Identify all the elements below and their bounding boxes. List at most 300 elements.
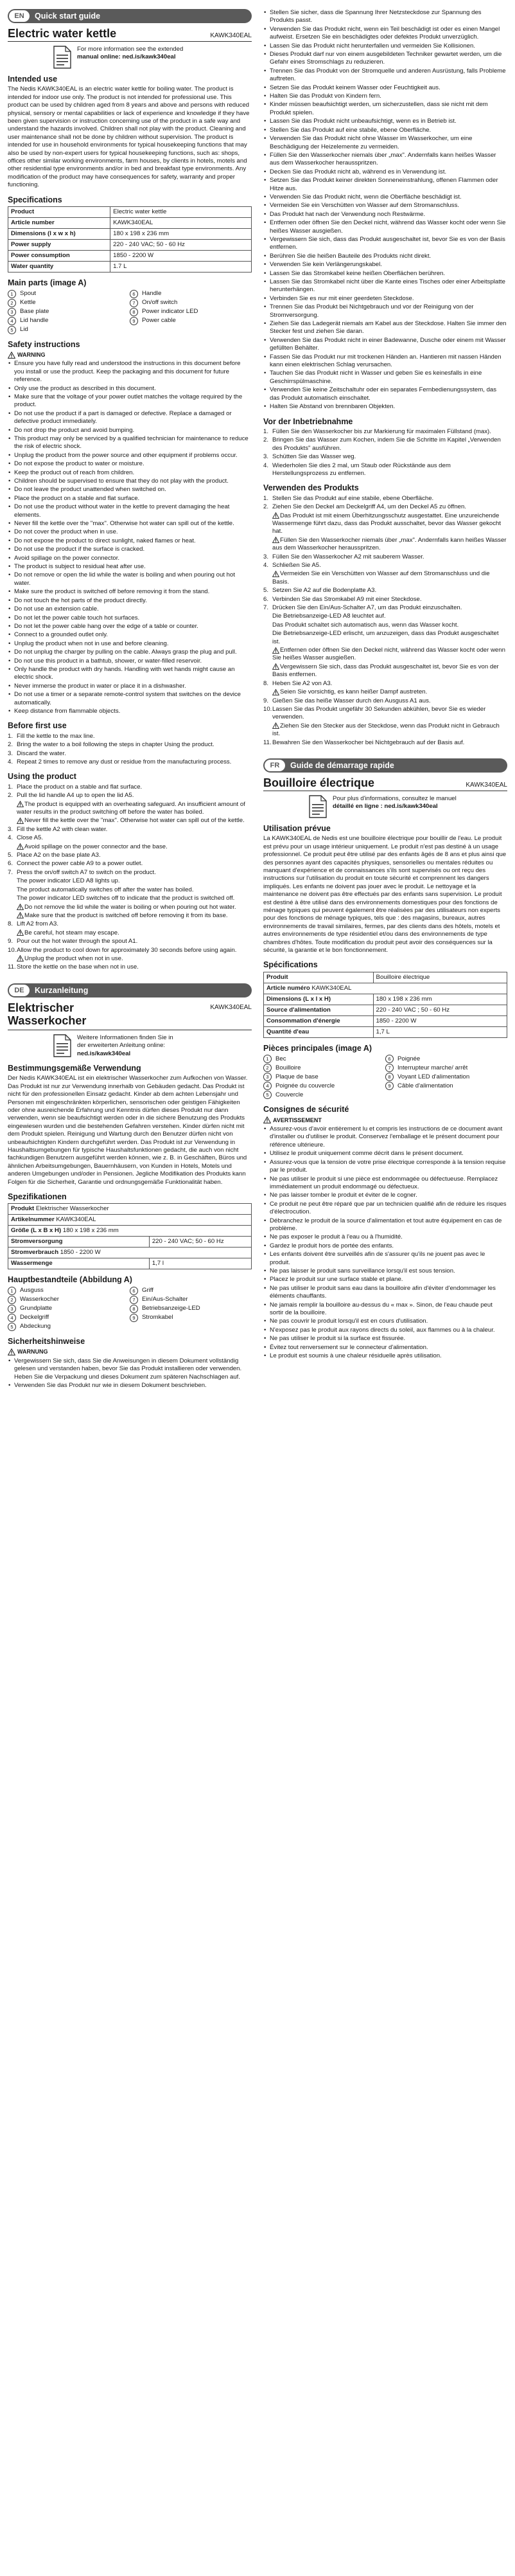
part-label: Base plate (20, 307, 49, 315)
de-parts-heading: Hauptbestandteile (Abbildung A) (8, 1275, 132, 1285)
fr-safety-heading: Consignes de sécurité (263, 1105, 349, 1114)
en-info-row (8, 46, 252, 69)
right-column (263, 9, 507, 2576)
list-item: • Only use the product as described in this document. (8, 385, 252, 393)
fr-title-row (263, 776, 507, 791)
list-item: • Keep the product out of reach from children. (8, 469, 252, 477)
de-safety-list-cont (263, 9, 507, 411)
part-label: Bouilloire (275, 1064, 301, 1071)
spec-key (8, 1215, 252, 1226)
table-row (8, 207, 252, 218)
table-row (8, 262, 252, 273)
list-item: • Dieses Produkt darf nur von einem ausgebildeten Techniker gewartet werden, um die Gefahr eines Stromschlags zu reduzieren. (263, 51, 507, 67)
list-item: 4. Repeat 2 times to remove any dust or residue from the manufacturing process. (8, 758, 232, 765)
warning-icon (8, 1348, 15, 1355)
step-text: Close A5. (17, 834, 44, 842)
list-item: 2. Bring the water to a boil following the steps in chapter Using the product. (8, 741, 214, 749)
list-item: • Assurez-vous que la tension de votre prise électrique corresponde à la tension requise par le produit. (263, 1159, 507, 1175)
part-label: Griff (142, 1287, 153, 1294)
part-label: Betriebsanzeige-LED (142, 1305, 200, 1312)
step-text: Store the kettle on the base when not in use. (17, 963, 139, 971)
spec-key (264, 983, 507, 994)
list-item: 6. Connect the power cable A9 to a power outlet. (8, 860, 143, 868)
en-model-number: KAWK340EAL (210, 31, 252, 39)
step-text: Never fill the kettle over the "max". Otherwise hot water can spill out of the kettle. (24, 817, 245, 825)
fr-info-line: Pour plus d'informations, consultez le manuel (333, 794, 457, 802)
part-label: Voyant LED d'alimentation (397, 1073, 470, 1080)
step-text: Bring the water to a boil following the steps in chapter Using the product. (17, 741, 214, 749)
list-item: • Assurez-vous d'avoir entièrement lu et compris les instructions de ce document avant d'installer ou d'utiliser le produit. Conservez l'emballage et le présent document pour référence ultérieure. (263, 1125, 507, 1149)
part-label: On/off switch (142, 298, 178, 306)
list-item: 4. Schließen Sie A5. (263, 562, 321, 569)
list-item: • Halten Sie das Produkt von Kindern fern. (263, 93, 507, 100)
part-label: Ausguss (20, 1287, 44, 1294)
step-text: The product automatically switches off after the water has boiled. (17, 886, 194, 893)
de-info-line: Weitere Informationen finden Sie in (77, 1033, 173, 1041)
list-item: • Kinder müssen beaufsichtigt werden, um sicherzustellen, dass sie nicht mit dem Produkt spielen. (263, 101, 507, 117)
list-item: • The product is subject to residual heat after use. (8, 563, 252, 571)
part-label: Power indicator LED (142, 307, 198, 315)
list-item (263, 630, 507, 646)
list-item: • Lassen Sie das Produkt nicht unbeaufsichtigt, wenn es in Betrieb ist. (263, 118, 507, 125)
part-number: 4 (263, 1082, 272, 1090)
list-item: 3. Discard the water. (8, 749, 66, 757)
list-item (263, 512, 507, 536)
title-line: Elektrischer (8, 1001, 74, 1014)
fr-lang-badge: FR (265, 760, 285, 771)
step-text: Die Betriebsanzeige-LED A8 leuchtet auf. (272, 613, 386, 620)
list-item (8, 308, 130, 316)
part-number: 5 (8, 1323, 16, 1331)
list-item: • Never immerse the product in water or place it in a dishwasher. (8, 683, 252, 690)
list-item (8, 299, 130, 307)
list-item (130, 290, 252, 298)
list-item: • Do not expose the product to water or moisture. (8, 460, 252, 468)
list-item: • Verwenden Sie das Produkt nur wie in diesem Dokument beschrieben. (8, 1382, 252, 1390)
part-label: Deckelgriff (20, 1314, 49, 1321)
list-item (8, 1296, 130, 1304)
spec-key-text: Größe (L x B x H) (11, 1227, 62, 1235)
list-item (263, 1055, 385, 1063)
warning-icon (17, 801, 24, 807)
step-text: Pour out the hot water through the spout A1. (17, 938, 138, 945)
list-item (385, 1055, 507, 1063)
list-item: 1. Place the product on a stable and flat surface. (8, 783, 143, 791)
part-number: 4 (8, 1314, 16, 1322)
list-item: • Ce produit ne peut être réparé que par un technicien qualifié afin de réduire les risques d'électrocution. (263, 1201, 507, 1217)
list-item (8, 929, 252, 937)
spec-key: Produit (264, 972, 374, 983)
list-item (8, 1287, 130, 1295)
spec-key: Consommation d'énergie (264, 1015, 374, 1026)
part-number: 1 (8, 1287, 16, 1295)
part-number: 8 (130, 308, 138, 316)
part-number: 6 (130, 290, 138, 298)
en-safety-list (8, 360, 252, 715)
part-number: 3 (263, 1073, 272, 1081)
step-text: Das Produkt ist mit einem Überhitzungsschutz ausgestattet. Eine unzureichende Wassermenge führt dazu, dass das Produkt ausschaltet, bevor das Wasser gekocht hat. (272, 512, 502, 535)
list-item: • Do not use this product in a bathtub, shower, or water-filled reservoir. (8, 657, 252, 665)
list-item (8, 317, 130, 325)
list-item: • Verwenden Sie das Produkt nicht, wenn die Oberfläche beschädigt ist. (263, 193, 507, 201)
step-text: Schütten Sie das Wasser weg. (272, 453, 356, 461)
list-item: • Verwenden Sie keine Zeitschaltuhr oder ein separates Fernbedienungssystem, das das Produkt automatisch einschaltet. (263, 386, 507, 402)
list-item: • Ne pas couvrir le produit lorsqu'il est en cours d'utilisation. (263, 1318, 507, 1325)
de-spec-table (8, 1203, 252, 1269)
de-before-list (263, 428, 507, 478)
table-row (8, 251, 252, 262)
part-number: 6 (385, 1055, 394, 1063)
step-text: Bringen Sie das Wasser zum Kochen, indem Sie die Schritte im Kapitel „Verwenden des Produkts" ausführen. (272, 436, 501, 452)
list-item (263, 688, 507, 696)
list-item: 1. Fill the kettle to the max line. (8, 732, 95, 740)
table-row (8, 1204, 252, 1215)
table-row (8, 240, 252, 251)
part-label: Spout (20, 289, 37, 297)
spec-key: Product (8, 207, 110, 218)
list-item: • Das Produkt hat nach der Verwendung noch Restwärme. (263, 211, 507, 219)
list-item: 8. Heben Sie A2 von A3. (263, 679, 333, 687)
list-item: • Débranchez le produit de la source d'alimentation et tout autre équipement en cas de problème. (263, 1217, 507, 1233)
step-text: The product is equipped with an overheating safeguard. An insufficient amount of water results in the product switching off before the water has boiled. (17, 800, 245, 816)
fr-safety-list (263, 1125, 507, 1360)
part-number: 3 (8, 1305, 16, 1313)
en-warning-label (8, 351, 252, 359)
step-text: Vermeiden Sie ein Verschütten von Wasser auf dem Stromanschluss und die Basis. (272, 570, 490, 586)
spec-key: Source d'alimentation (264, 1005, 374, 1015)
list-item (263, 663, 507, 679)
de-using-list (263, 495, 507, 747)
part-number: 9 (130, 317, 138, 325)
document-icon (308, 795, 327, 818)
part-label: Interrupteur marche/ arrêt (397, 1064, 468, 1071)
warning-icon (272, 689, 279, 695)
list-item (8, 1305, 130, 1313)
de-before-heading: Vor der Inbetriebnahme (263, 416, 353, 426)
de-intended-heading: Bestimmungsgemäße Verwendung (8, 1063, 141, 1073)
en-parts-heading: Main parts (image A) (8, 278, 87, 288)
spec-key (8, 1226, 252, 1237)
de-spec-heading: Spezifikationen (8, 1192, 67, 1202)
spec-key: Dimensions (l x w x h) (8, 229, 110, 240)
list-item (130, 1314, 252, 1322)
list-item: • Ne pas utiliser le produit sans eau dans la bouilloire afin d'éviter d'endommager les éléments chauffants. (263, 1285, 507, 1301)
part-number: 5 (8, 326, 16, 334)
step-text: Setzen Sie A2 auf die Bodenplatte A3. (272, 587, 377, 595)
part-number: 1 (8, 290, 16, 298)
spec-value: 1,7 L (373, 1026, 507, 1037)
list-item: • Do not touch the hot parts of the product directly. (8, 597, 252, 605)
part-label: Ein/Aus-Schalter (142, 1296, 188, 1303)
en-intended-heading: Intended use (8, 75, 58, 84)
step-text: Press the on/off switch A7 to switch on the product. (17, 868, 156, 876)
list-item: • Verwenden Sie kein Verlängerungskabel. (263, 261, 507, 269)
part-number: 3 (8, 308, 16, 316)
spec-key: Wassermenge (8, 1258, 150, 1269)
warning-icon (17, 843, 24, 850)
list-item (8, 895, 252, 902)
document-icon (53, 46, 72, 69)
spec-key: Dimensions (L x l x H) (264, 994, 374, 1005)
list-item: 2. Pull the lid handle A4 up to open the lid A5. (8, 792, 134, 800)
document-icon (53, 1034, 72, 1057)
spec-key: Power supply (8, 240, 110, 251)
list-item: 10. Lassen Sie das Produkt ungefähr 30 Sekunden abkühlen, bevor Sie es wieder verwenden. (263, 706, 507, 722)
list-item: • Setzen Sie das Produkt keinem Wasser oder Feuchtigkeit aus. (263, 84, 507, 92)
spec-value: 220 - 240 VAC ; 50 - 60 Hz (373, 1005, 507, 1015)
part-label: Câble d'alimentation (397, 1082, 453, 1089)
list-item: • Lassen Sie das Stromkabel keine heißen Oberflächen berühren. (263, 270, 507, 278)
step-text: Connect the power cable A9 to a power outlet. (17, 860, 143, 868)
list-item: • This product may only be serviced by a qualified technician for maintenance to reduce the risk of electric shock. (8, 435, 252, 451)
de-info-line: der erweiterten Anleitung online: (77, 1042, 166, 1050)
list-item: 2. Bringen Sie das Wasser zum Kochen, indem Sie die Schritte im Kapitel „Verwenden des Produkts" ausführen. (263, 436, 507, 452)
en-section-header (8, 9, 252, 23)
part-number: 2 (263, 1064, 272, 1072)
en-intended-text: The Nedis KAWK340EAL is an electric water kettle for boiling water. The product is intended for indoor use only. The product is not intended for professional use. This product can be used by children aged from 8 years and above and persons with reduced physical, sensory or mental capabilities or lack of experience and knowledge if they have been given supervision or instruction concerning use of the product in a safe way and understand the hazards involved. Children shall not play with the product. Cleaning and user maintenance shall not be done by children without supervision. The product is intended for use in household environments for typical housekeeping functions that may also be used by non-expert users for typical housekeeping functions, such as: shops, offices other similar working environments, farm houses, by clients in hotels, motels and other residential type environments and/or in bed and breakfast type environments. Any modification of the product may have consequences for safety, warranty and proper functioning. (8, 85, 250, 189)
part-number: 5 (263, 1091, 272, 1099)
warning-icon (17, 955, 24, 962)
spec-value: 1850 - 2200 W (60, 1249, 101, 1257)
en-using-list (8, 783, 252, 972)
list-item: • Berühren Sie die heißen Bauteile des Produkts nicht direkt. (263, 253, 507, 260)
step-text: Vergewissern Sie sich, dass das Produkt ausgeschaltet ist, bevor Sie es von der Basis entfernen. (272, 663, 499, 679)
step-text: Das Produkt schaltet sich automatisch aus, wenn das Wasser kocht. (272, 621, 459, 629)
list-item (8, 904, 252, 911)
table-row (8, 1248, 252, 1258)
en-lang-badge: EN (9, 10, 30, 22)
de-safety-list-start (8, 1357, 252, 1390)
en-info-line: For more information see the extended (77, 46, 184, 53)
en-before-heading: Before first use (8, 721, 67, 731)
spec-value: 180 x 198 x 236 mm (62, 1227, 119, 1235)
list-item: • Halten Sie Abstand von brennbaren Objekten. (263, 403, 507, 411)
spec-key-text: Article numéro (266, 984, 310, 992)
list-item: • Verwenden Sie das Produkt nicht in einer Badewanne, Dusche oder einem mit Wasser gefüllten Behälter. (263, 337, 507, 353)
list-item (8, 801, 252, 817)
fr-intended-heading: Utilisation prévue (263, 823, 331, 833)
part-label: Handle (142, 289, 162, 297)
list-item (263, 1082, 385, 1090)
part-number: 1 (263, 1055, 272, 1063)
list-item: • Avoid spillage on the power connector. (8, 555, 252, 562)
left-column (8, 9, 252, 2576)
list-item: • Verwenden Sie das Produkt nicht ohne Wasser im Wasserkocher, um eine Beschädigung der Heizelemente zu vermeiden. (263, 135, 507, 151)
spec-key: Power consumption (8, 251, 110, 262)
spec-value: KAWK340EAL (311, 984, 352, 992)
spec-value: 1,7 l (149, 1258, 251, 1269)
part-number: 2 (8, 299, 16, 307)
spec-value: KAWK340EAL (110, 218, 252, 229)
warning-icon (272, 571, 279, 577)
list-item: • Lassen Sie das Stromkabel nicht über die Kante eines Tisches oder einer Arbeitsplatte herunterhängen. (263, 278, 507, 294)
spec-key: Water quantity (8, 262, 110, 273)
step-text: Wiederholen Sie dies 2 mal, um Staub oder Rückstände aus dem Herstellungsprozess zu entfernen. (272, 461, 451, 477)
spec-value: Elektrischer Wasserkocher (35, 1205, 109, 1213)
title-line: Wasserkocher (8, 1014, 87, 1027)
list-item: 3. Fill the kettle A2 with clean water. (8, 825, 108, 833)
part-number: 7 (385, 1064, 394, 1072)
list-item: • Ne pas utiliser le produit si une pièce est endommagée ou défectueuse. Remplacez immédiatement un produit endommagé ou défectueux. (263, 1176, 507, 1192)
warning-text: AVERTISSEMENT (273, 1116, 322, 1123)
fr-parts-list (263, 1055, 507, 1099)
part-number: 9 (385, 1082, 394, 1090)
list-item (385, 1073, 507, 1081)
part-label: Plaque de base (275, 1073, 319, 1080)
spec-key (8, 1248, 252, 1258)
spec-key-text: Stromverbrauch (11, 1249, 59, 1257)
warning-icon (272, 663, 279, 670)
step-text: Schließen Sie A5. (272, 562, 321, 569)
en-info-link[interactable]: manual online: ned.is/kawk340eal (77, 53, 176, 61)
spec-value: 1850 - 2200 W (373, 1015, 507, 1026)
list-item: • Connect to a grounded outlet only. (8, 631, 252, 639)
fr-warning-label (263, 1116, 507, 1124)
warning-text: WARNING (17, 351, 46, 358)
table-row (8, 1258, 252, 1269)
spec-key: Article number (8, 218, 110, 229)
de-section-header (8, 983, 252, 997)
list-item: • Ne jamais remplir la bouilloire au-dessus du « max ». Sinon, de l'eau chaude peut sortir de la bouilloire. (263, 1301, 507, 1318)
step-text: Fill the kettle to the max line. (17, 732, 95, 740)
list-item: 1. Stellen Sie das Produkt auf eine stabile, ebene Oberfläche. (263, 494, 434, 502)
step-text: Repeat 2 times to remove any dust or residue from the manufacturing process. (17, 758, 232, 765)
list-item: 6. Verbinden Sie das Stromkabel A9 mit einer Steckdose. (263, 595, 422, 603)
part-label: Couvercle (275, 1091, 304, 1098)
warning-icon (17, 912, 24, 918)
step-text: Fill the kettle A2 with clean water. (17, 825, 108, 833)
step-text: Gießen Sie das heiße Wasser durch den Ausguss A1 aus. (272, 697, 431, 704)
table-row (8, 218, 252, 229)
de-parts-list (8, 1287, 252, 1331)
list-item: 10. Allow the product to cool down for approximately 30 seconds before using again. (8, 946, 237, 954)
part-number: 8 (130, 1305, 138, 1313)
list-item: • Évitez tout renversement sur le connecteur d'alimentation. (263, 1344, 507, 1352)
list-item: • Stellen Sie das Produkt auf eine stabile, ebene Oberfläche. (263, 127, 507, 134)
step-text: Unplug the product when not in use. (24, 954, 123, 962)
part-number: 7 (130, 1296, 138, 1304)
list-item: • Do not expose the product to direct sunlight, naked flames or heat. (8, 537, 252, 545)
list-item: 2. Ziehen Sie den Deckel am Deckelgriff A4, um den Deckel A5 zu öffnen. (263, 503, 467, 511)
step-text: Ziehen Sie den Stecker aus der Steckdose, wenn das Produkt nicht in Gebrauch ist. (272, 722, 500, 738)
list-item: • Do not use an extension cable. (8, 605, 252, 613)
en-spec-table (8, 206, 252, 273)
list-item (8, 912, 252, 920)
de-lang-badge: DE (9, 985, 30, 996)
list-item: • Vergewissern Sie sich, dass das Produkt ausgeschaltet ist, bevor Sie es von der Basis entfernen. (263, 236, 507, 252)
step-text: Bewahren Sie den Wasserkocher bei Nichtgebrauch auf der Basis auf. (272, 738, 465, 746)
warning-text: WARNUNG (17, 1348, 48, 1355)
fr-product-title: Bouilloire électrique (263, 776, 375, 789)
table-row (264, 1015, 507, 1026)
step-text: Avoid spillage on the power connector and the base. (24, 843, 168, 850)
list-item: 11. Store the kettle on the base when not in use. (8, 963, 139, 971)
part-label: Grundplatte (20, 1305, 53, 1312)
list-item: • N'exposez pas le produit aux rayons directs du soleil, aux flammes ou à la chaleur. (263, 1327, 507, 1334)
list-item: • Never fill the kettle over the "max". Otherwise hot water can spill out of the kettle. (8, 520, 252, 528)
list-item: 4. Wiederholen Sie dies 2 mal, um Staub oder Rückstände aus dem Herstellungsprozess zu entfernen. (263, 462, 507, 478)
part-number: 9 (130, 1314, 138, 1322)
list-item: • Stellen Sie sicher, dass die Spannung Ihrer Netzsteckdose zur Spannung des Produkts passt. (263, 9, 507, 25)
list-item: 3. Schütten Sie das Wasser weg. (263, 453, 356, 461)
list-item: • Trennen Sie das Produkt von der Stromquelle und anderen Ausrüstung, falls Probleme auftreten. (263, 67, 507, 84)
list-item: • Unplug the product when not in use and before cleaning. (8, 640, 252, 648)
list-item: 9. Pour out the hot water through the spout A1. (8, 938, 138, 945)
step-text: Pull the lid handle A4 up to open the lid A5. (17, 792, 134, 800)
list-item: • Verwenden Sie das Produkt nicht, wenn ein Teil beschädigt ist oder es einen Mangel aufweist. Ersetzen Sie ein beschädigtes oder defektes Produkt unverzüglich. (263, 26, 507, 42)
step-text: Seien Sie vorsichtig, es kann heißer Dampf austreten. (280, 688, 428, 696)
part-label: Wasserkocher (20, 1296, 59, 1303)
list-item: 11. Bewahren Sie den Wasserkocher bei Nichtgebrauch auf der Basis auf. (263, 738, 465, 746)
list-item: • Do not let the power cable touch hot surfaces. (8, 614, 252, 622)
list-item: • Entfernen oder öffnen Sie den Deckel nicht, während das Wasser kocht oder wenn Sie heißes Wasser ausgießen. (263, 219, 507, 235)
fr-info-link[interactable]: détaillé en ligne : ned.is/kawk340eal (333, 803, 438, 810)
list-item: • Füllen Sie den Wasserkocher niemals über „max". Andernfalls kann heißes Wasser aus dem Wasserkocher herausspritzen. (263, 152, 507, 168)
de-using-heading: Verwenden des Produkts (263, 483, 359, 493)
warning-icon (8, 352, 15, 359)
part-label: Bec (275, 1055, 286, 1062)
list-item: • Children should be supervised to ensure that they do not play with the product. (8, 478, 252, 485)
list-item: • Vergewissern Sie sich, dass Sie die Anweisungen in diesem Dokument vollständig gelesen und verstanden haben, bevor Sie das Produkt installieren oder verwenden. Heben Sie die Verpackung und dieses Dokument zum späteren Nachschlagen auf. (8, 1357, 252, 1381)
list-item: 1. Füllen Sie den Wasserkocher bis zur Markierung für maximalen Füllstand (max). (263, 427, 491, 435)
list-item: 7. Press the on/off switch A7 to switch on the product. (8, 868, 156, 876)
spec-value: 1.7 L (110, 262, 252, 273)
list-item (8, 843, 252, 851)
part-label: Lid handle (20, 316, 49, 324)
warning-icon (272, 537, 279, 543)
list-item: 8. Lift A2 from A3. (8, 920, 59, 928)
list-item: • Do not use the product without water in the kettle to prevent damaging the heat elements. (8, 503, 252, 519)
de-safety-heading: Sicherheitshinweise (8, 1336, 85, 1346)
part-label: Power cable (142, 316, 176, 324)
table-row (8, 1226, 252, 1237)
fr-spec-table (263, 972, 507, 1038)
fr-guide-title: Guide de démarrage rapide (290, 760, 394, 770)
de-info-link[interactable]: ned.is/kawk340eal (77, 1050, 131, 1057)
step-text: Ziehen Sie den Deckel am Deckelgriff A4, um den Deckel A5 zu öffnen. (272, 503, 467, 511)
list-item: • Decken Sie das Produkt nicht ab, während es in Verwendung ist. (263, 168, 507, 176)
list-item: • Trennen Sie das Produkt bei Nichtgebrauch und vor der Reinigung von der Stromversorgung. (263, 303, 507, 319)
list-item: • Fassen Sie das Produkt nur mit trockenen Händen an. Hantieren mit nassen Händen kann einen elektrischen Schlag verursachen. (263, 353, 507, 370)
warning-icon (263, 1116, 271, 1123)
step-text: Do not remove the lid while the water is boiling or when pouring out hot water. (24, 903, 236, 911)
step-text: Verbinden Sie das Stromkabel A9 mit einer Steckdose. (272, 595, 422, 603)
list-item: • Ne pas exposer le produit à l'eau ou à l'humidité. (263, 1233, 507, 1241)
list-item: • Ne pas laisser tomber le produit et éviter de le cogner. (263, 1192, 507, 1199)
list-item (130, 1305, 252, 1313)
list-item: • Do not use the product if a part is damaged or defective. Replace a damaged or defective product immediately. (8, 410, 252, 426)
list-item (385, 1064, 507, 1072)
step-text: Füllen Sie den Wasserkocher niemals über „max". Andernfalls kann heißes Wasser aus dem Wasserkocher herausspritzen. (272, 536, 507, 552)
fr-intended-text: La KAWK340EAL de Nedis est une bouilloire électrique pour bouillir de l'eau. Le produit est prévu pour un usage intérieur uniquement. Le produit n'est pas destiné à un usage professionnel. Ce produit peut être utilisé par des enfants âgés de 8 ans et plus ainsi que des personnes ayant des capacités physiques, sensorielles ou mentales réduites ou manquant d'expérience et de connaissances s'ils sont supervisés ou ont reçu des instructions sur l'utilisation du produit en toute sécurité et comprennent les dangers impliqués. Les enfants ne doivent pas jouer avec le produit. Le nettoyage et la maintenance ne doivent pas être effectués par des enfants sans supervision. Le produit est destiné à être utilisé dans des environnements domestiques pour des fonctions de ménage typiques qui peuvent également être réalisées par des utilisateurs non experts pour des fonctions de ménage typiques, tels que : des magasins, bureaux, autres environnements de travail similaires, fermes, par des clients dans des hôtels, motels et autres environnements de type résidentiel et/ou dans des environnements de type chambres d'hôtes. Toute modification du produit peut avoir des conséquences sur la sécurité, la garantie et le bon fonctionnement. (263, 835, 507, 954)
en-guide-title: Quick start guide (35, 11, 101, 21)
list-item (8, 886, 252, 894)
spec-key (8, 1204, 252, 1215)
warning-icon (272, 647, 279, 654)
step-text: The power indicator LED switches off to indicate that the product is switched off. (17, 895, 235, 902)
list-item: • Do not drop the product and avoid bumping. (8, 427, 252, 434)
list-item: 5. Setzen Sie A2 auf die Bodenplatte A3. (263, 587, 377, 595)
table-row (264, 972, 507, 983)
de-guide-title: Kurzanleitung (35, 985, 89, 995)
list-item: • Vermeiden Sie ein Verschütten von Wasser auf dem Stromanschluss. (263, 202, 507, 210)
list-item: • Tauchen Sie das Produkt nicht in Wasser und geben Sie es keinesfalls in eine Geschirrspülmaschine. (263, 370, 507, 386)
list-item (263, 722, 507, 738)
step-text: Die Betriebsanzeige-LED erlischt, um anzuzeigen, dass das Produkt ausgeschaltet ist. (272, 630, 499, 645)
list-item: • Place the product on a stable and flat surface. (8, 495, 252, 503)
list-item (263, 537, 507, 553)
step-text: Lassen Sie das Produkt ungefähr 30 Sekunden abkühlen, bevor Sie es wieder verwenden. (272, 705, 486, 721)
